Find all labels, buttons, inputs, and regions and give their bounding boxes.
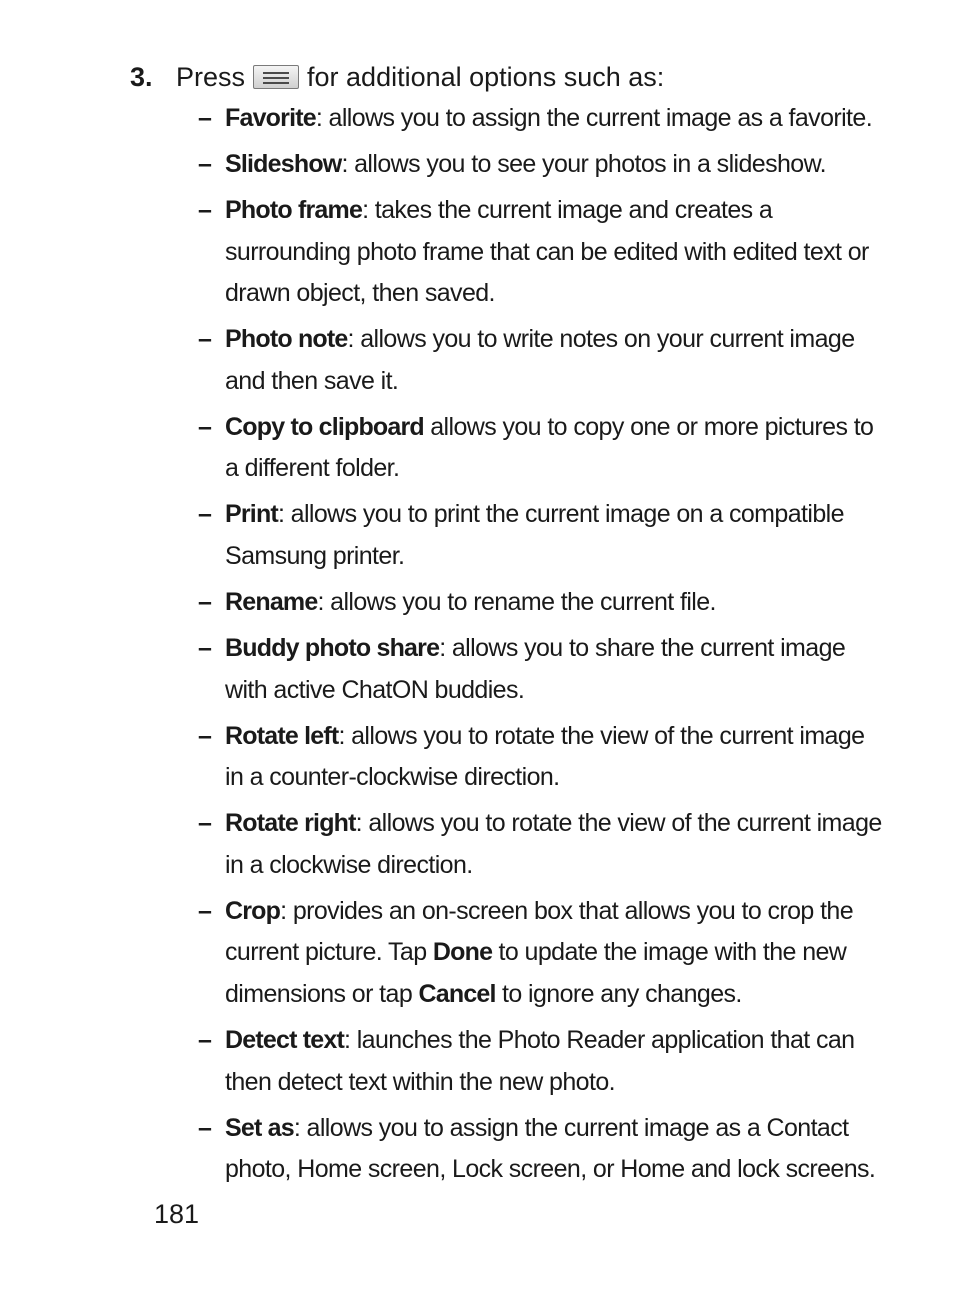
- option-desc: : allows you to write notes on your current image and then save it.: [225, 325, 855, 395]
- page-number: 181: [154, 1199, 200, 1229]
- option-desc: : allows you to share the current image with active ChatON buddies.: [225, 634, 846, 704]
- option-desc: : launches the Photo Reader application that can then detect text within the new photo.: [225, 1026, 855, 1096]
- dash-bullet: –: [198, 104, 212, 132]
- option-term: Copy to clipboard: [225, 412, 424, 441]
- option-term: Detect text: [225, 1026, 345, 1055]
- option-term: Rotate right: [225, 809, 356, 838]
- option-desc: : takes the current image and creates a surrounding photo frame that can be edited with edited text or drawn object, then saved.: [225, 196, 869, 308]
- dash-bullet: –: [198, 809, 212, 838]
- dash-bullet: –: [198, 1113, 212, 1142]
- option-copy-to-clipboard: [198, 407, 888, 490]
- option-favorite: [198, 98, 888, 140]
- step-number: 3.: [130, 62, 153, 92]
- option-desc: : allows you to assign the current image as a Contact photo, Home screen, Lock screen, or Home and lock screens.: [225, 1113, 876, 1184]
- option-desc: : allows you to print the current image on a compatible Samsung printer.: [225, 500, 844, 570]
- option-desc: : provides an on-screen box that allows you to crop the current picture. Tap: [225, 896, 854, 967]
- option-term: Rotate left: [225, 721, 339, 750]
- option-desc: : allows you to see your photos in a slideshow.: [341, 150, 827, 179]
- option-term: Slideshow: [225, 150, 342, 179]
- option-slideshow: [198, 144, 888, 186]
- dash-bullet: –: [198, 721, 212, 750]
- option-desc: allows you to copy one or more pictures to a different folder.: [225, 412, 874, 483]
- option-term-done: Done: [432, 938, 493, 967]
- option-term: Print: [225, 500, 278, 529]
- option-term: Photo frame: [225, 196, 363, 225]
- dash-bullet: –: [198, 196, 212, 225]
- option-desc: : allows you to assign the current image as a favorite.: [315, 104, 873, 132]
- option-set-as: [198, 1108, 888, 1191]
- dash-bullet: –: [198, 896, 212, 925]
- dash-bullet: –: [198, 588, 212, 617]
- option-photo-frame: [198, 190, 888, 315]
- options-list: [198, 98, 888, 1195]
- dash-bullet: –: [198, 150, 212, 179]
- step-text-options: for additional options such as:: [307, 62, 665, 92]
- dash-bullet: –: [198, 1026, 212, 1055]
- option-term-cancel: Cancel: [418, 979, 496, 1008]
- option-term: Photo note: [225, 325, 348, 354]
- option-desc: to ignore any changes.: [495, 979, 742, 1008]
- step-3: [130, 56, 890, 98]
- option-print: [198, 494, 888, 577]
- option-rename: [198, 582, 888, 624]
- menu-key-icon: [253, 65, 299, 89]
- option-term: Favorite: [225, 104, 316, 132]
- option-buddy-photo-share: [198, 628, 888, 711]
- step-text-press: Press: [176, 62, 246, 92]
- option-crop: [198, 891, 888, 1016]
- option-photo-note: [198, 319, 888, 402]
- option-desc: : allows you to rename the current file.: [317, 588, 716, 617]
- dash-bullet: –: [198, 325, 212, 354]
- option-desc: to update the image with the new dimensions or tap: [225, 938, 847, 1008]
- option-term: Crop: [225, 896, 281, 925]
- dash-bullet: –: [198, 634, 212, 663]
- option-desc: : allows you to rotate the view of the current image in a counter-clockwise direction.: [225, 721, 865, 792]
- dash-bullet: –: [198, 412, 212, 441]
- option-detect-text: [198, 1020, 888, 1103]
- dash-bullet: –: [198, 500, 212, 529]
- option-rotate-right: [198, 803, 888, 886]
- option-desc: : allows you to rotate the view of the current image in a clockwise direction.: [225, 809, 882, 879]
- option-rotate-left: [198, 716, 888, 799]
- option-term: Set as: [225, 1113, 294, 1142]
- option-term: Rename: [225, 588, 318, 617]
- option-term: Buddy photo share: [225, 634, 440, 663]
